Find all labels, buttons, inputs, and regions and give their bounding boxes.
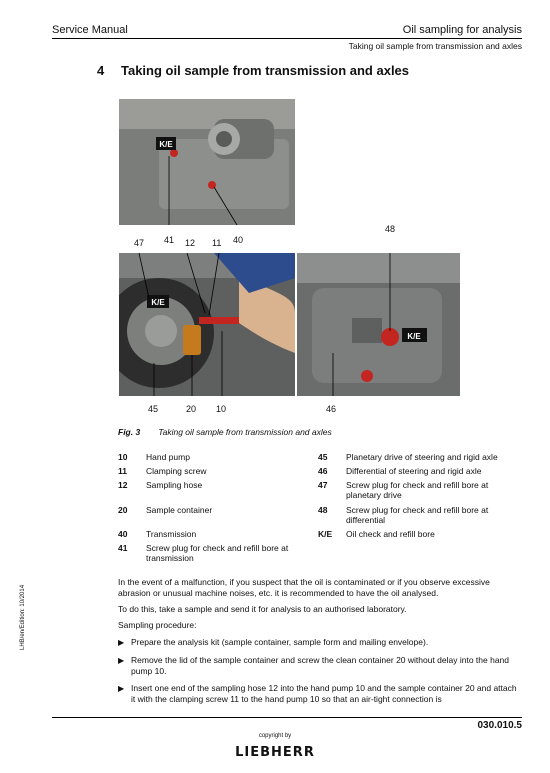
label-plate-text: K/E [407,332,421,341]
photo-transmission [119,99,295,225]
header-manual-title: Service Manual [52,24,128,36]
legend-value: Screw plug for check and refill bore at transmission [146,543,289,563]
header-chapter-title: Oil sampling for analysis [402,24,522,36]
paragraph: To do this, take a sample and send it for analysis to an authorised laboratory. [118,604,407,614]
photo-differential [297,253,460,396]
legend-value: Oil check and refill bore [346,529,435,539]
section-number: 4 [97,63,105,78]
section-heading [97,63,409,78]
paragraph: In the event of a malfunction, if you suspect that the oil is contaminated or if you observe excessive abrasion or unusual machine noises, etc. it is recommended to have the oil analysed. [118,577,490,598]
legend-value: Screw plug for check and refill bore at planetary drive [346,480,489,500]
legend-key: 10 [118,452,128,462]
label-plate-text: K/E [151,298,165,307]
arrow-bullet-icon: ▶ [118,638,125,647]
photo-differential-drawing [297,253,460,396]
header-subtitle: Taking oil sample from transmission and axles [348,41,522,51]
callout-20: 20 [186,404,197,414]
callout-11: 11 [212,238,222,248]
label-plate-text: K/E [159,140,173,149]
callout-40: 40 [233,235,244,245]
arrow-bullet-icon: ▶ [118,656,125,665]
footer-rule [52,717,522,718]
edition-note: LHB/en/Edition: 10/2014 [20,584,26,650]
photo-planetary-drive [119,253,295,396]
document-number: 030.010.5 [477,720,522,731]
callout-48: 48 [385,224,396,234]
header-rule [52,38,522,39]
legend-key: 12 [118,480,128,490]
photo-transmission-drawing [119,99,295,225]
section-title: Taking oil sample from transmission and axles [121,63,410,78]
legend-value: Planetary drive of steering and rigid axle [346,452,498,462]
paragraph: Sampling procedure: [118,620,197,630]
legend-key: K/E [318,529,333,539]
arrow-bullet-icon: ▶ [118,684,125,693]
callout-12: 12 [185,238,196,248]
legend-key: 40 [118,529,128,539]
legend-key: 46 [318,466,328,476]
step-text: Insert one end of the sampling hose 12 into the hand pump 10 and the sample container 20 and attach it with the clamping screw 11 to the hand pump 10 so that an air-tight connection is [131,683,517,704]
legend-value: Differential of steering and rigid axle [346,466,482,476]
liebherr-logo: LIEBHERR [235,745,315,760]
figure-caption [118,427,332,437]
legend-key: 47 [318,480,328,490]
legend-value: Hand pump [146,452,190,462]
figure-caption-text: Taking oil sample from transmission and axles [158,427,332,437]
step-text: Remove the lid of the sample container and screw the clean container 20 without delay into the hand pump 10. [131,655,510,676]
legend-key: 41 [118,543,128,553]
legend-value: Sample container [146,505,213,515]
legend-key: 11 [118,466,127,476]
callout-46: 46 [326,404,337,414]
callout-10: 10 [216,404,227,414]
callout-45: 45 [148,404,159,414]
figure-number: Fig. 3 [118,427,141,437]
legend-value: Sampling hose [146,480,203,490]
legend-value: Clamping screw [146,466,207,476]
copyright-text: copyright by [258,733,292,739]
legend-value: Transmission [146,529,197,539]
legend-value: Screw plug for check and refill bore at differential [346,505,489,525]
legend-key: 48 [318,505,328,515]
callout-41: 41 [164,235,175,245]
legend-key: 20 [118,505,128,515]
legend-key: 45 [318,452,328,462]
callout-47: 47 [134,238,145,248]
photo-planetary-drive-drawing [119,253,295,396]
step-text: Prepare the analysis kit (sample container, sample form and mailing envelope). [131,637,429,647]
